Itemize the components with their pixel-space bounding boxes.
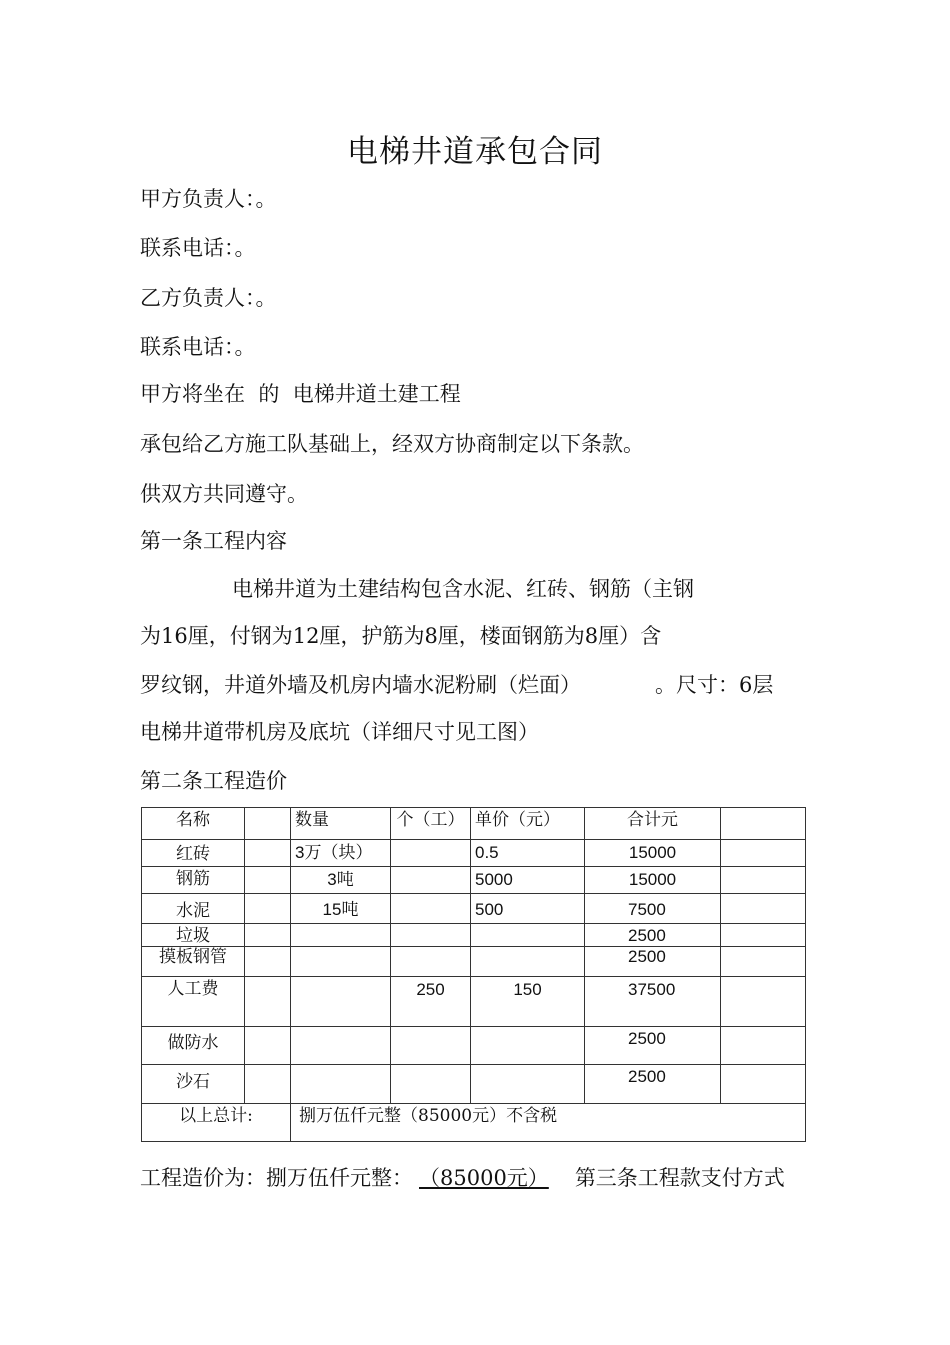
row-price: 5000 [471, 867, 585, 894]
table-row [142, 894, 806, 924]
article-1-para-3b: 。尺寸：6层 [655, 673, 774, 697]
table-row [142, 977, 806, 1027]
row-qty [291, 1065, 391, 1104]
row-name: 水泥 [142, 894, 245, 924]
sum-value: 捌万伍仟元整（85000元）不含税 [291, 1104, 806, 1142]
row-total: 7500 [585, 894, 721, 924]
row-qty: 3吨 [291, 867, 391, 894]
row-units: 250 [391, 977, 471, 1027]
row-total: 2500 [585, 924, 721, 947]
row-total: 15000 [585, 867, 721, 894]
price-label: 工程造价为：捌万伍仟元整： [140, 1166, 413, 1190]
header-qty: 数量 [291, 808, 391, 840]
price-line [140, 1162, 785, 1192]
row-qty [291, 977, 391, 1027]
row-name: 红砖 [142, 840, 245, 867]
row-units [391, 894, 471, 924]
row-price [471, 1065, 585, 1104]
header-total: 合计元 [585, 808, 721, 840]
row-total: 2500 [585, 947, 721, 977]
intro-line-3: 供双方共同遵守。 [140, 482, 308, 506]
article-1-title: 第一条工程内容 [140, 529, 287, 553]
party-a-label: 甲方负责人：。 [140, 187, 277, 211]
document-title: 电梯井道承包合同 [347, 134, 603, 170]
row-price [471, 924, 585, 947]
sum-label: 以上总计: [142, 1104, 291, 1142]
article-1-para-2: 为16厘，付钢为12厘，护筋为8厘，楼面钢筋为8厘）含 [140, 624, 662, 648]
row-name: 做防水 [142, 1027, 245, 1065]
party-b-label: 乙方负责人：。 [140, 286, 277, 310]
row-name: 垃圾 [142, 924, 245, 947]
article-1-para-4: 电梯井道带机房及底坑（详细尺寸见工图） [140, 720, 539, 744]
row-units [391, 947, 471, 977]
row-qty: 3万（块） [291, 840, 391, 867]
table-row [142, 840, 806, 867]
intro-line-1: 甲方将坐在 的 电梯井道土建工程 [140, 382, 461, 406]
row-units [391, 867, 471, 894]
row-name: 沙石 [142, 1065, 245, 1104]
article-1-para-3a: 罗纹钢，井道外墙及机房内墙水泥粉刷（烂面） [140, 673, 581, 697]
row-total: 15000 [585, 840, 721, 867]
row-price: 0.5 [471, 840, 585, 867]
table-row [142, 947, 806, 977]
table-sum-row [142, 1104, 806, 1142]
party-a-phone: 联系电话：。 [140, 236, 256, 260]
row-units [391, 840, 471, 867]
table-row [142, 1027, 806, 1065]
table-header-row [142, 808, 806, 840]
table-row [142, 924, 806, 947]
row-total: 2500 [585, 1027, 721, 1065]
party-b-phone: 联系电话：。 [140, 335, 256, 359]
article-1-para-1: 电梯井道为土建结构包含水泥、红砖、钢筋（主钢 [232, 577, 694, 601]
row-qty [291, 947, 391, 977]
row-units [391, 1027, 471, 1065]
row-price [471, 1027, 585, 1065]
row-qty [291, 924, 391, 947]
row-name: 钢筋 [142, 867, 245, 894]
article-3-title: 第三条工程款支付方式 [574, 1166, 785, 1190]
article-2-title: 第二条工程造价 [140, 769, 287, 793]
row-name: 摸板钢管 [142, 947, 245, 977]
row-total: 37500 [585, 977, 721, 1027]
header-name: 名称 [142, 808, 245, 840]
table-row [142, 1065, 806, 1104]
row-total: 2500 [585, 1065, 721, 1104]
row-price: 150 [471, 977, 585, 1027]
cost-table [141, 807, 806, 1142]
header-units: 个（工） [391, 808, 471, 840]
row-qty: 15吨 [291, 894, 391, 924]
table-row [142, 867, 806, 894]
row-units [391, 1065, 471, 1104]
header-price: 单价（元） [471, 808, 585, 840]
row-qty [291, 1027, 391, 1065]
row-price [471, 947, 585, 977]
price-amount: （85000元） [419, 1166, 549, 1190]
row-name: 人工费 [142, 977, 245, 1027]
intro-line-2: 承包给乙方施工队基础上，经双方协商制定以下条款。 [140, 432, 644, 456]
row-units [391, 924, 471, 947]
row-price: 500 [471, 894, 585, 924]
